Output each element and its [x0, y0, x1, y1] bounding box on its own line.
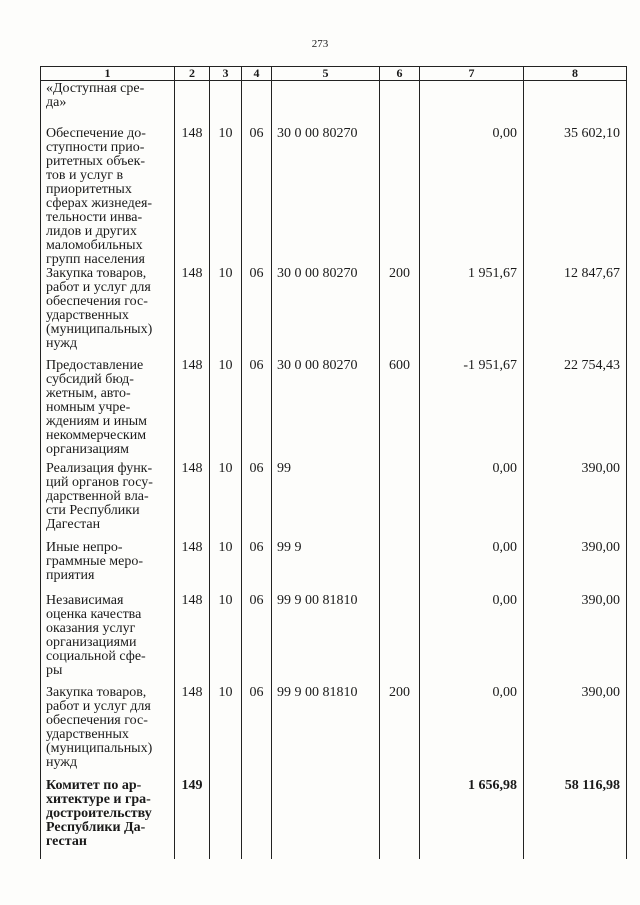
cell-col5 — [272, 779, 380, 859]
cell-col2: 149 — [175, 779, 210, 859]
column-header: 2 — [175, 67, 210, 81]
cell-col7: -1 951,67 — [420, 359, 524, 462]
cell-col8 — [524, 81, 627, 127]
cell-col6 — [380, 779, 420, 859]
cell-col2: 148 — [175, 127, 210, 267]
cell-col7: 1 656,98 — [420, 779, 524, 859]
cell-col3: 10 — [210, 686, 242, 779]
cell-col4: 06 — [242, 462, 272, 541]
table-row — [41, 127, 627, 267]
cell-col8: 390,00 — [524, 541, 627, 594]
row-name: Независимая оценка качества оказания услуг организациями социальной сфе- ры — [41, 594, 175, 686]
table-row — [41, 81, 627, 127]
cell-col8: 22 754,43 — [524, 359, 627, 462]
cell-col7: 1 951,67 — [420, 267, 524, 359]
cell-col6: 200 — [380, 686, 420, 779]
cell-col7: 0,00 — [420, 686, 524, 779]
cell-col8: 35 602,10 — [524, 127, 627, 267]
cell-col2: 148 — [175, 359, 210, 462]
cell-col6 — [380, 462, 420, 541]
row-name: Комитет по ар- хитектуре и гра- достроительству Республики Да- гестан — [41, 779, 175, 859]
cell-col2 — [175, 81, 210, 127]
cell-col8: 390,00 — [524, 462, 627, 541]
cell-col2: 148 — [175, 267, 210, 359]
table-row — [41, 594, 627, 686]
cell-col4: 06 — [242, 686, 272, 779]
cell-col4 — [242, 779, 272, 859]
row-name: Закупка товаров, работ и услуг для обеспечения гос- ударственных (муниципальных) нужд — [41, 686, 175, 779]
cell-col7: 0,00 — [420, 594, 524, 686]
cell-col5: 99 9 00 81810 — [272, 594, 380, 686]
table-row — [41, 779, 627, 859]
cell-col4 — [242, 81, 272, 127]
table-row — [41, 686, 627, 779]
cell-col2: 148 — [175, 462, 210, 541]
row-name: Иные непро- граммные меро- приятия — [41, 541, 175, 594]
cell-col2: 148 — [175, 686, 210, 779]
cell-col6: 600 — [380, 359, 420, 462]
cell-col5: 30 0 00 80270 — [272, 267, 380, 359]
cell-col5: 99 9 — [272, 541, 380, 594]
table-row — [41, 541, 627, 594]
cell-col7 — [420, 81, 524, 127]
cell-col4: 06 — [242, 359, 272, 462]
row-name: Обеспечение до- ступности прио- ритетных объек- тов и услуг в приоритетных сферах жизнедея- тельности инва- лидов и других маломобильных групп населения — [41, 127, 175, 267]
cell-col5 — [272, 81, 380, 127]
row-name: Реализация функ- ций органов госу- дарственной вла- сти Республики Дагестан — [41, 462, 175, 541]
cell-col5: 30 0 00 80270 — [272, 359, 380, 462]
cell-col3: 10 — [210, 267, 242, 359]
cell-col8: 12 847,67 — [524, 267, 627, 359]
header-row — [41, 67, 627, 81]
row-name: Предоставление субсидий бюд- жетным, авто- номным учре- ждениям и иным некоммерческим организациям — [41, 359, 175, 462]
table-row — [41, 462, 627, 541]
cell-col3: 10 — [210, 127, 242, 267]
column-header: 6 — [380, 67, 420, 81]
cell-col6 — [380, 594, 420, 686]
cell-col3 — [210, 779, 242, 859]
cell-col4: 06 — [242, 594, 272, 686]
cell-col2: 148 — [175, 541, 210, 594]
cell-col5: 99 — [272, 462, 380, 541]
column-header: 7 — [420, 67, 524, 81]
cell-col3: 10 — [210, 462, 242, 541]
cell-col3 — [210, 81, 242, 127]
column-header: 3 — [210, 67, 242, 81]
page-number: 273 — [311, 38, 329, 50]
table-body — [41, 81, 627, 859]
column-header: 4 — [242, 67, 272, 81]
cell-col6 — [380, 541, 420, 594]
cell-col6 — [380, 127, 420, 267]
column-header: 1 — [41, 67, 175, 81]
row-name: «Доступная сре- да» — [41, 81, 175, 127]
budget-table — [40, 66, 627, 859]
cell-col8: 58 116,98 — [524, 779, 627, 859]
column-header: 8 — [524, 67, 627, 81]
cell-col5: 30 0 00 80270 — [272, 127, 380, 267]
cell-col3: 10 — [210, 359, 242, 462]
cell-col6 — [380, 81, 420, 127]
table-row — [41, 267, 627, 359]
row-name: Закупка товаров, работ и услуг для обеспечения гос- ударственных (муниципальных) нужд — [41, 267, 175, 359]
cell-col3: 10 — [210, 541, 242, 594]
cell-col5: 99 9 00 81810 — [272, 686, 380, 779]
column-header: 5 — [272, 67, 380, 81]
cell-col3: 10 — [210, 594, 242, 686]
cell-col7: 0,00 — [420, 462, 524, 541]
cell-col2: 148 — [175, 594, 210, 686]
cell-col8: 390,00 — [524, 686, 627, 779]
cell-col7: 0,00 — [420, 127, 524, 267]
cell-col6: 200 — [380, 267, 420, 359]
cell-col4: 06 — [242, 127, 272, 267]
cell-col4: 06 — [242, 267, 272, 359]
table-row — [41, 359, 627, 462]
cell-col4: 06 — [242, 541, 272, 594]
budget-table-container — [40, 66, 626, 859]
cell-col7: 0,00 — [420, 541, 524, 594]
cell-col8: 390,00 — [524, 594, 627, 686]
